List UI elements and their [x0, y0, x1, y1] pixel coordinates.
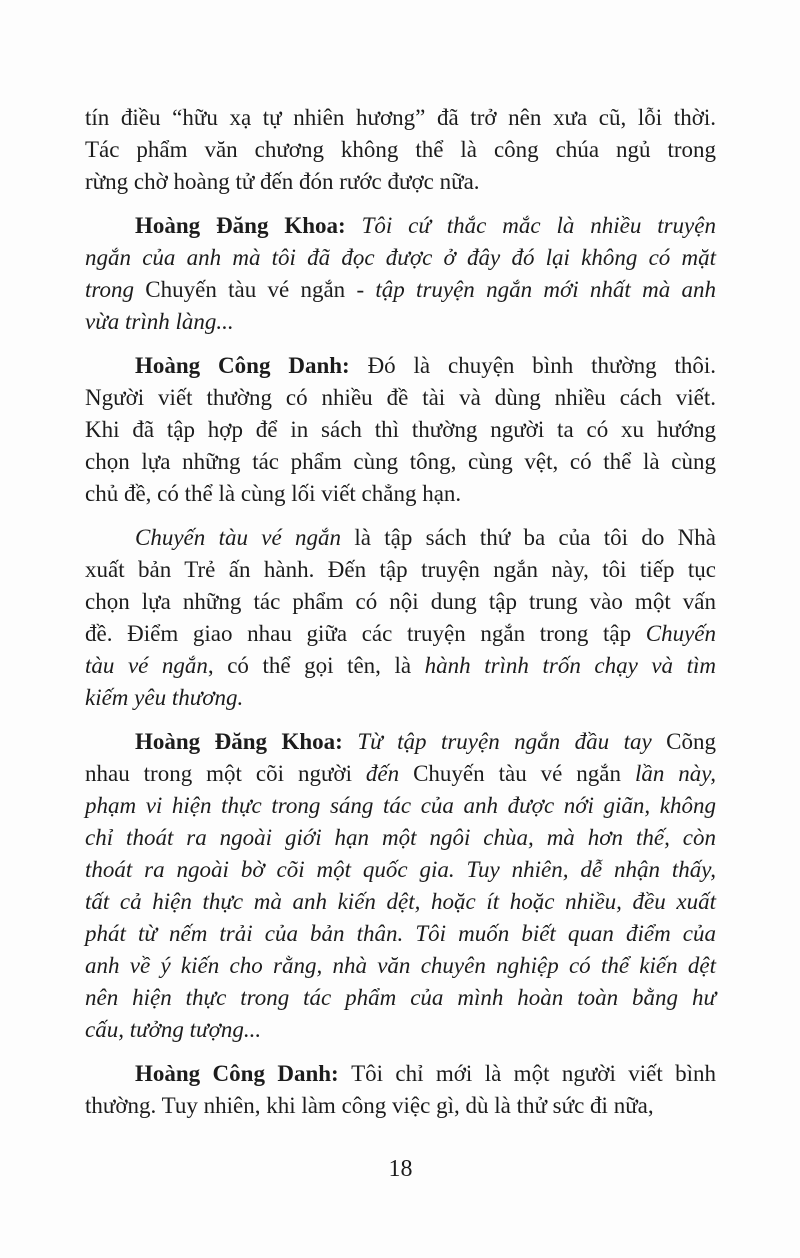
text-line: [85, 1090, 716, 1122]
speaker-name: Hoàng Đăng Khoa:: [135, 213, 362, 238]
text-line: [85, 274, 716, 306]
text-line: [85, 478, 716, 510]
text-line: [85, 618, 716, 650]
text-segment: cấu, tưởng tượng...: [85, 1017, 262, 1042]
text-segment: tàu vé ngắn: [85, 653, 208, 678]
text-segment: kiếm yêu thương.: [85, 685, 244, 710]
text-line: [85, 166, 716, 198]
speaker-name: Hoàng Công Danh:: [135, 353, 368, 378]
text-segment: rừng chờ hoàng tử đến đón rước được nữa.: [85, 169, 480, 194]
paragraph-continuation: [85, 102, 716, 198]
text-line: [85, 650, 716, 682]
text-segment: Khi đã tập hợp để in sách thì thường người ta có xu hướng: [85, 417, 716, 442]
text-line: [85, 1058, 716, 1090]
text-line: [85, 446, 716, 478]
text-segment: xuất bản Trẻ ấn hành. Đến tập truyện ngắn này, tôi tiếp tục: [85, 557, 716, 582]
text-line: [85, 242, 716, 274]
text-segment: lần này,: [634, 761, 716, 786]
text-line: [85, 586, 716, 618]
speaker-name: Hoàng Đăng Khoa:: [135, 729, 358, 754]
text-line: [85, 950, 716, 982]
text-segment: đến: [365, 761, 414, 786]
text-segment: , có thể gọi tên, là: [207, 653, 425, 678]
text-line: [85, 350, 716, 382]
text-line: [85, 134, 716, 166]
text-line: [85, 726, 716, 758]
text-line: [85, 414, 716, 446]
text-segment: tín điều “hữu xạ tự nhiên hương” đã trở nên xưa cũ, lỗi thời.: [85, 105, 716, 130]
text-segment: chọn lựa những tác phẩm cùng tông, cùng vệt, có thể là cùng: [85, 449, 716, 474]
text-segment: Cõng: [666, 729, 716, 754]
paragraph-danh-answer-1: [85, 350, 716, 510]
text-segment: Chuyến tàu vé ngắn: [145, 277, 346, 302]
text-segment: trong: [85, 277, 146, 302]
paragraph-danh-answer-2: [85, 1058, 716, 1122]
text-segment: nên hiện thực trong tác phẩm của mình hoàn toàn bằng hư: [85, 985, 716, 1010]
text-segment: chỉ thoát ra ngoài giới hạn một ngôi chùa, mà hơn thế, còn: [85, 825, 716, 850]
text-segment: Đó là chuyện bình thường thôi.: [367, 353, 716, 378]
text-line: [85, 1014, 716, 1046]
text-line: [85, 102, 716, 134]
text-line: [85, 822, 716, 854]
text-segment: thoát ra ngoài bờ cõi một quốc gia. Tuy nhiên, dễ nhận thấy,: [85, 857, 716, 882]
text-segment: phát từ nếm trải của bản thân. Tôi muốn biết quan điểm của: [85, 921, 716, 946]
text-segment: chọn lựa những tác phẩm có nội dung tập trung vào một vấn: [85, 589, 716, 614]
text-segment: là tập sách thứ ba của tôi do Nhà: [354, 525, 716, 550]
text-segment: đề. Điểm giao nhau giữa các truyện ngắn trong tập: [85, 621, 646, 646]
text-segment: Tôi chỉ mới là một người viết bình: [351, 1061, 716, 1086]
text-segment: Chuyến: [645, 621, 716, 646]
paragraph-khoa-question-2: [85, 726, 716, 1046]
text-segment: Chuyến tàu vé ngắn: [135, 525, 355, 550]
text-line: [85, 554, 716, 586]
text-line: [85, 758, 716, 790]
text-line: [85, 522, 716, 554]
paragraph-danh-answer-1-continued: [85, 522, 716, 714]
text-segment: chủ đề, có thể là cùng lối viết chẳng hạn.: [85, 481, 462, 506]
text-line: [85, 790, 716, 822]
text-line: [85, 886, 716, 918]
text-line: [85, 382, 716, 414]
text-segment: hành trình trốn chạy và tìm: [424, 653, 716, 678]
text-segment: anh về ý kiến cho rằng, nhà văn chuyên nghiệp có thể kiến dệt: [85, 953, 716, 978]
page-number: 18: [388, 1156, 413, 1182]
text-line: [85, 306, 716, 338]
text-line: [85, 210, 716, 242]
text-segment: Tôi cứ thắc mắc là nhiều truyện: [361, 213, 716, 238]
paragraph-khoa-question-1: [85, 210, 716, 338]
text-block: [85, 102, 716, 1122]
text-segment: Tác phẩm văn chương không thể là công chúa ngủ trong: [85, 137, 716, 162]
text-segment: vừa trình làng...: [85, 309, 234, 334]
text-segment: ngắn của anh mà tôi đã đọc được ở đây đó lại không có mặt: [85, 245, 716, 270]
speaker-name: Hoàng Công Danh:: [135, 1061, 352, 1086]
text-segment: Từ tập truyện ngắn đầu tay: [357, 729, 667, 754]
text-segment: nhau trong một cõi người: [85, 761, 366, 786]
text-segment: Chuyến tàu vé ngắn: [413, 761, 635, 786]
text-line: [85, 982, 716, 1014]
text-segment: - tập truyện ngắn mới nhất mà anh: [345, 277, 716, 302]
text-segment: Người viết thường có nhiều đề tài và dùng nhiều cách viết.: [85, 385, 716, 410]
text-segment: thường. Tuy nhiên, khi làm công việc gì, dù là thử sức đi nữa,: [85, 1093, 654, 1118]
text-segment: phạm vi hiện thực trong sáng tác của anh được nới giãn, không: [85, 793, 716, 818]
text-segment: tất cả hiện thực mà anh kiến dệt, hoặc ít hoặc nhiều, đều xuất: [85, 889, 716, 914]
text-line: [85, 682, 716, 714]
text-line: [85, 918, 716, 950]
text-line: [85, 854, 716, 886]
